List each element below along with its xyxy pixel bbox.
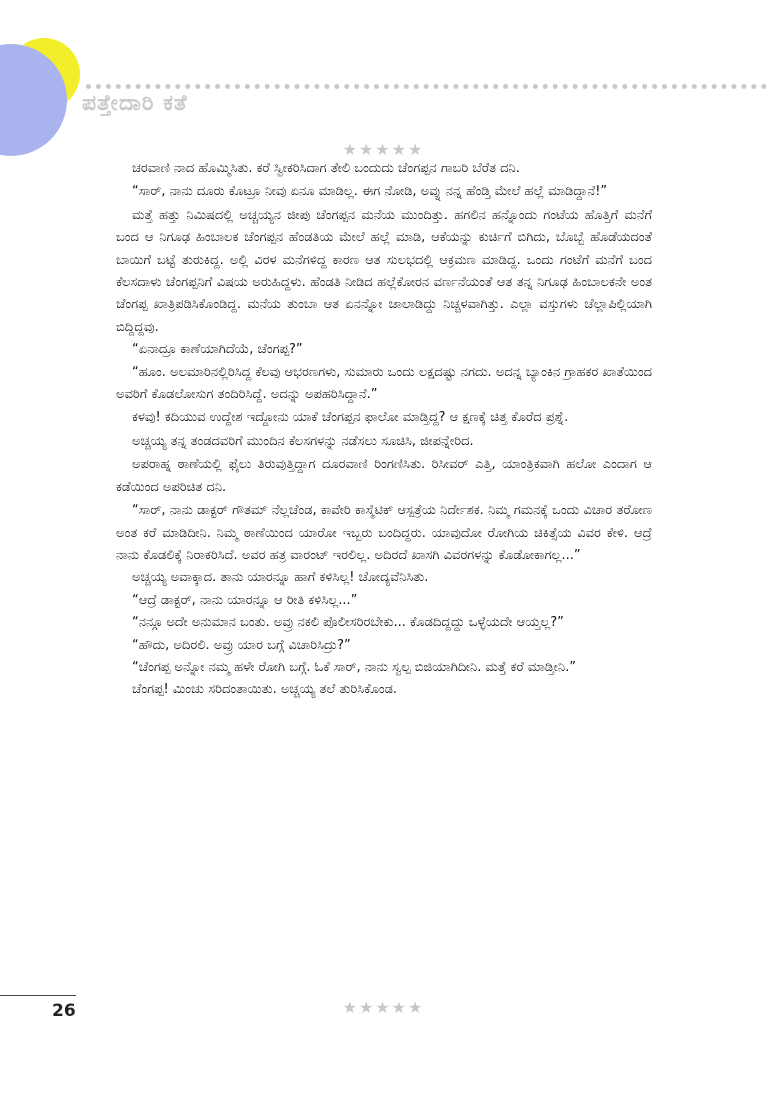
paragraph: “ಚೆಂಗಪ್ಪ ಅನ್ನೋ ನಮ್ಮ ಹಳೇ ರೋಗಿ ಬಗ್ಗೆ. ಓಕೆ ಸಾರ್, ನಾನು ಸ್ವಲ್ಪ ಬಿಜಿಯಾಗಿದೀನಿ. ಮತ್ತೆ ಕರೆ ಮಾಡ್ತೀನಿ.” — [132, 659, 577, 675]
paragraph: ಅಚ್ಚಯ್ಯ ಅವಾಕ್ಕಾದ. ತಾನು ಯಾರನ್ನೂ ಹಾಗೆ ಕಳಿಸಿಲ್ಲ! ಚೋದ್ಯವೆನಿಸಿತು. — [132, 570, 429, 586]
section-title: ಪತ್ತೇದಾರಿ ಕತೆ — [82, 91, 188, 116]
footer-rule — [0, 995, 76, 996]
paragraph: ಅಚ್ಚಯ್ಯ ತನ್ನ ತಂಡದವರಿಗೆ ಮುಂದಿನ ಕೆಲಸಗಳನ್ನು ನಡೆಸಲು ಸೂಚಿಸಿ, ಜೀಪನ್ನೇರಿದ. — [132, 433, 474, 449]
paragraph: ಕಳವು! ಕದಿಯುವ ಉದ್ದೇಶ ಇದ್ದೋನು ಯಾಕೆ ಚೆಂಗಪ್ಪನ ಫಾಲೋ ಮಾಡ್ತಿದ್ದ? ಆ ಕ್ಷಣಕ್ಕೆ ಚಿತ್ತ ಕೊರೆದ ಪ್ರಶ್ನೆ. — [132, 410, 569, 426]
top-star-separator: ★★★★★ — [342, 140, 425, 159]
header-dotted-rule — [86, 84, 767, 89]
paragraph: ಮತ್ತೆ ಹತ್ತು ನಿಮಿಷದಲ್ಲಿ ಅಚ್ಚಯ್ಯನ ಜೀಪು ಚೆಂಗಪ್ಪನ ಮನೆಯ ಮುಂದಿತ್ತು. ಹಗಲಿನ ಹನ್ನೊಂದು ಗಂಟೆಯ ಹೊತ್ತಿಗೆ ಮನೆಗೆ ಬಂದ ಆ ನಿಗೂಢ ಹಿಂಬಾಲಕ ಚೆಂಗಪ್ಪನ ಹೆಂಡತಿಯ ಮೇಲೆ ಹಲ್ಲೆ ಮಾಡಿ, ಆಕೆಯನ್ನು ಕುರ್ಚಿಗೆ ಬಿಗಿದು, ಬೊಬ್ಬೆ ಹೊಡೆಯದಂತೆ ಬಾಯಿಗೆ ಬಟ್ಟೆ ತುರುಕಿದ್ದ. ಅಲ್ಲಿ ವಿರಳ ಮನೆಗಳಿದ್ದ ಕಾರಣ ಆತ ಸುಲಭದಲ್ಲಿ ಆಕ್ರಮಣ ಮಾಡಿದ್ದ. ಒಂದು ಗಂಟೆಗೆ ಮನೆಗೆ ಬಂದ ಕೆಲಸದಾಳು ಚೆಂಗಪ್ಪನಿಗೆ ವಿಷಯ ಅರುಹಿದ್ದಳು. ಹೆಂಡತಿ ನೀಡಿದ ಹಲ್ಲೆಕೋರನ ವರ್ಣನೆಯಂತೆ ಆತ ತನ್ನ ನಿಗೂಢ ಹಿಂಬಾಲಕನೇ ಅಂತ ಚೆಂಗಪ್ಪ ಖಾತ್ರಿಪಡಿಸಿಕೊಂಡಿದ್ದ. ಮನೆಯ ತುಂಬಾ ಆತ ಏನನ್ನೋ ಜಾಲಾಡಿದ್ದು ನಿಚ್ಚಳವಾಗಿತ್ತು. ಎಲ್ಲಾ ವಸ್ತುಗಳು ಚೆಲ್ಲಾಪಿಲ್ಲಿಯಾಗಿ ಬಿದ್ದಿದ್ದವು. — [116, 207, 652, 335]
paragraph: “ಹೂಂ. ಅಲಮಾರಿನಲ್ಲಿರಿಸಿದ್ದ ಕೆಲವು ಆಭರಣಗಳು, ಸುಮಾರು ಒಂದು ಲಕ್ಷದಷ್ಟು ನಗದು. ಅದನ್ನ ಬ್ಯಾಂಕಿನ ಗ್ರಾಹಕರ ಖಾತೆಯಿಂದ ಅವರಿಗೆ ಕೊಡಲೋಸುಗ ತಂದಿರಿಸಿದ್ದೆ. ಅದನ್ನು ಅಪಹರಿಸಿದ್ದಾನೆ.” — [116, 364, 653, 403]
paragraph: “ಹೌದು, ಅದಿರಲಿ. ಅವ್ರು ಯಾರ ಬಗ್ಗೆ ವಿಚಾರಿಸಿದ್ರು?” — [132, 637, 351, 653]
story-body — [116, 158, 652, 702]
page-number: 26 — [52, 1001, 76, 1021]
paragraph: “ಸಾರ್, ನಾನು ದೂರು ಕೊಟ್ರೂ ನೀವು ಏನೂ ಮಾಡಿಲ್ಲ. ಈಗ ನೋಡಿ, ಅವ್ನು ನನ್ನ ಹೆಂಡ್ತಿ ಮೇಲೆ ಹಲ್ಲೆ ಮಾಡಿದ್ದಾನೆ!” — [132, 184, 608, 200]
bottom-star-separator: ★★★★★ — [342, 998, 425, 1017]
paragraph: “ನನ್ಗೂ ಅದೇ ಅನುಮಾನ ಬಂತು. ಅವ್ರು ನಕಲಿ ಪೊಲೀಸರಿರಬೇಕು... ಕೊಡದಿದ್ದದ್ದು ಒಳ್ಳೆಯದೇ ಆಯ್ತಲ್ಲ?” — [132, 615, 564, 631]
paragraph: “ಏನಾದ್ರೂ ಕಾಣೆಯಾಗಿದೆಯೆ, ಚೆಂಗಪ್ಪ?” — [132, 342, 303, 358]
paragraph: ಅಪರಾಹ್ನ ಠಾಣೆಯಲ್ಲಿ ಫೈಲು ತಿರುವುತ್ತಿದ್ದಾಗ ದೂರವಾಣಿ ರಿಂಗಣಿಸಿತು. ರಿಸೀವರ್ ಎತ್ತಿ, ಯಾಂತ್ರಿಕವಾಗಿ ಹಲೋ ಎಂದಾಗ ಆ ಕಡೆಯಿಂದ ಅಪರಿಚಿತ ದನಿ. — [116, 457, 652, 495]
paragraph: “ಆದ್ರೆ ಡಾಕ್ಟರ್, ನಾನು ಯಾರನ್ನೂ ಆ ರೀತಿ ಕಳಿಸಿಲ್ಲ...” — [132, 592, 358, 608]
paragraph: ಚೆಂಗಪ್ಪ! ಮಿಂಚು ಸರಿದಂತಾಯಿತು. ಅಚ್ಚಯ್ಯ ತಲೆ ತುರಿಸಿಕೊಂಡ. — [132, 682, 398, 698]
paragraph: ಚರವಾಣಿ ನಾದ ಹೊಮ್ಮಿಸಿತು. ಕರೆ ಸ್ವೀಕರಿಸಿದಾಗ ತೇಲಿ ಬಂದುದು ಚೆಂಗಪ್ಪನ ಗಾಬರಿ ಬೆರೆತ ದನಿ. — [132, 161, 520, 176]
paragraph: “ಸಾರ್, ನಾನು ಡಾಕ್ಟರ್ ಗೌತಮ್ ನೆಲ್ಲಚೆಂಡ, ಕಾವೇರಿ ಕಾಸ್ಮೆಟಿಕ್ ಆಸ್ಪತ್ರೆಯ ನಿರ್ದೇಶಕ. ನಿಮ್ಮ ಗಮನಕ್ಕೆ ಒಂದು ವಿಚಾರ ತರೋಣ ಅಂತ ಕರೆ ಮಾಡಿದೀನಿ. ನಿಮ್ಮ ಠಾಣೆಯಿಂದ ಯಾರೋ ಇಬ್ಬರು ಬಂದಿದ್ದರು. ಯಾವುದೋ ರೋಗಿಯ ಚಿಕಿತ್ಸೆಯ ವಿವರ ಕೇಳಿ. ಆದ್ರೆ ನಾನು ಕೊಡಲಿಕ್ಕೆ ನಿರಾಕರಿಸಿದೆ. ಅವರ ಹತ್ರ ವಾರಂಟ್ ಇರಲಿಲ್ಲ. ಅದಿರದೆ ಖಾಸಗಿ ವಿವರಗಳನ್ನು ಕೊಡೋಕಾಗಲ್ಲ...” — [116, 503, 652, 563]
